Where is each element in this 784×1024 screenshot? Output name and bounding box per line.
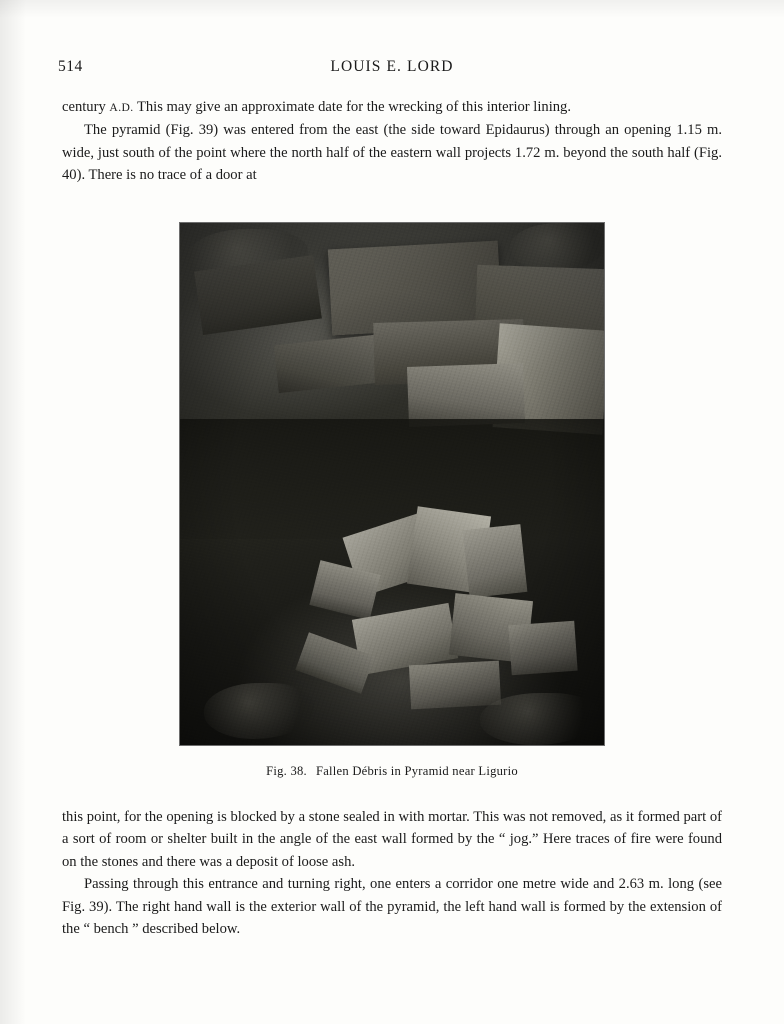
paragraph-1-rest: This may give an approximate date for the wrecking of this interior lining.	[133, 99, 572, 115]
paragraph-1-lead: century	[62, 99, 110, 115]
page-header	[58, 58, 726, 80]
body-text-above-figure	[62, 96, 722, 187]
figure-number: Fig. 38.	[266, 764, 307, 778]
photo-vignette	[180, 223, 604, 745]
paragraph-4: Passing through this entrance and turning right, one enters a corridor one metre wide and 2.63 m. long (see Fig. 39). The right hand wall is the exterior wall of the pyramid, the left hand wall is formed by the extension of the “ bench ” described below.	[62, 876, 722, 938]
small-caps-ad: A.D.	[109, 101, 134, 114]
scan-edge-shadow	[0, 0, 26, 1024]
figure-caption	[62, 764, 722, 779]
figure-caption-text: Fallen Débris in Pyramid near Ligurio	[315, 764, 518, 778]
scan-top-shadow	[0, 0, 784, 18]
page-number: 514	[58, 58, 83, 75]
paragraph-3: this point, for the opening is blocked by a stone sealed in with mortar. This was not removed, as it formed part of a sort of room or shelter built in the angle of the east wall formed by the “ jog.” Here traces of fire were found on the stones and there was a deposit of loose ash.	[62, 809, 722, 870]
running-head: LOUIS E. LORD	[330, 58, 454, 75]
paragraph-2: The pyramid (Fig. 39) was entered from the east (the side toward Epidaurus) through an opening 1.15 m. wide, just south of the point where the north half of the eastern wall projects 1.72 m. beyond the south half (Fig. 40). There is no trace of a door at	[62, 122, 722, 184]
figure-38	[62, 222, 722, 779]
paragraph-1	[62, 96, 722, 119]
photograph-debris	[180, 223, 604, 745]
figure-image-frame	[179, 222, 605, 746]
body-text-below-figure	[62, 806, 722, 940]
